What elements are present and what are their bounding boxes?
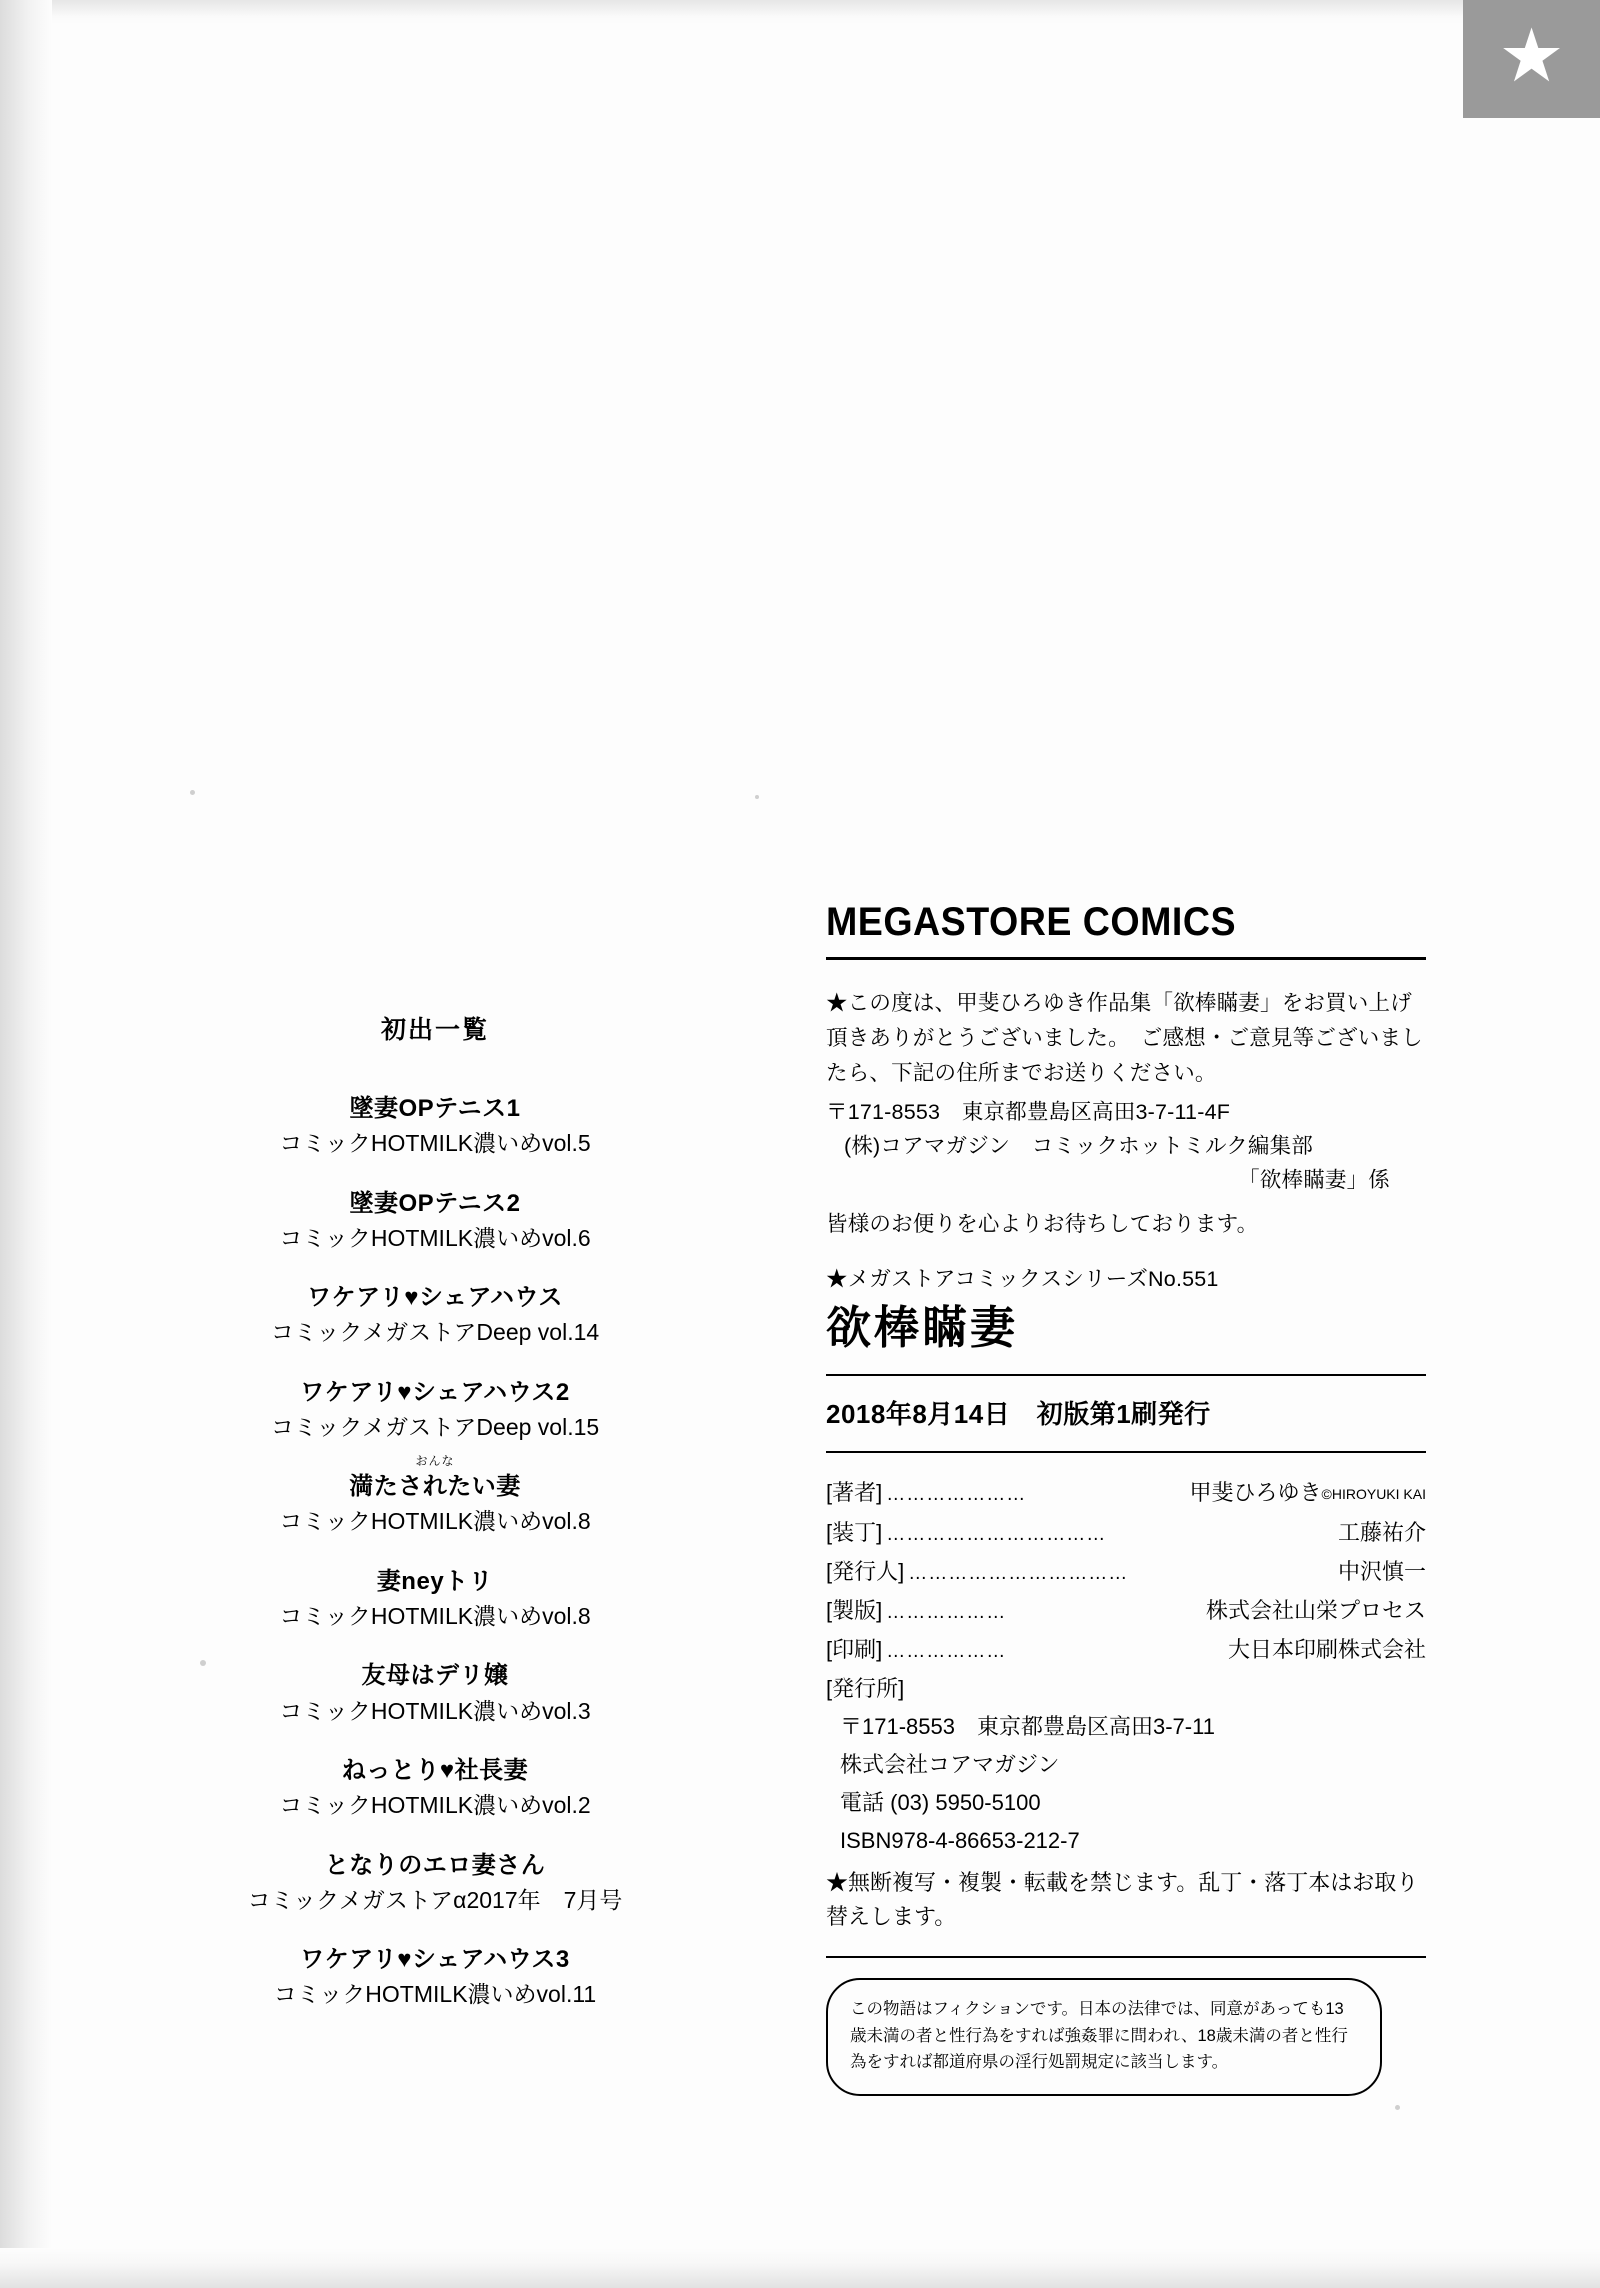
staff-name: 大日本印刷株式会社 <box>1227 1637 1426 1663</box>
staff-name: 中沢慎一 <box>1337 1558 1426 1584</box>
work-title: 友母はデリ嬢 <box>361 1662 509 1690</box>
closing-line: 皆様のお便りを心よりお待ちしております。 <box>826 1212 1259 1237</box>
publisher-phone: 電話 (03) 5950-5100 <box>840 1790 1041 1815</box>
book-title: 欲棒瞞妻 <box>826 1301 1019 1353</box>
list-item <box>180 1754 690 1823</box>
publisher-address-block <box>826 1708 1426 1859</box>
scan-edge-left <box>0 0 52 2288</box>
isbn: ISBN978-4-86653-212-7 <box>840 1827 1080 1853</box>
corner-star-tab <box>1463 0 1600 118</box>
list-item <box>180 1376 690 1445</box>
list-item <box>180 1092 690 1161</box>
ruby-group <box>349 1454 521 1504</box>
work-title: ねっとり♥社長妻 <box>341 1757 529 1785</box>
work-source: コミックHOTMILK濃いめvol.6 <box>279 1224 591 1251</box>
divider-under-date <box>826 1451 1426 1453</box>
list-item <box>180 1849 690 1918</box>
list-item <box>180 1943 690 2012</box>
disclaimer-box <box>826 1978 1382 2096</box>
publisher-address-line: 〒171-8553 東京都豊島区高田3-7-11 <box>840 1714 1215 1740</box>
staff-role: [装丁] <box>826 1519 883 1545</box>
scan-speck <box>190 790 195 795</box>
editor-address-line-2: (株)コアマガジン コミックホットミルク編集部 <box>844 1134 1314 1159</box>
ruby-annotation: おんな <box>415 1454 455 1469</box>
staff-credits-table <box>826 1473 1426 1708</box>
table-row <box>826 1513 1426 1552</box>
work-title: 妻neyトリ <box>376 1567 494 1595</box>
scan-speck <box>755 795 759 799</box>
copyright-warning: ★無断複写・複製・転載を禁じます。乱丁・落丁本はお取り替えします。 <box>826 1869 1419 1929</box>
copyright-note: ©HIROYUKI KAI <box>1321 1486 1426 1503</box>
scan-edge-bottom <box>0 2248 1600 2288</box>
work-title: となりのエロ妻さん <box>324 1851 546 1879</box>
leader-dots: …………………………… <box>908 1562 1129 1584</box>
work-source: コミックHOTMILK濃いめvol.2 <box>279 1792 591 1819</box>
work-source: コミックHOTMILK濃いめvol.8 <box>279 1508 591 1535</box>
star-icon: ★ <box>1498 14 1565 97</box>
divider-above-disclaimer <box>826 1956 1426 1958</box>
staff-name <box>1190 1473 1426 1512</box>
staff-name: 株式会社山栄プロセス <box>1205 1597 1426 1623</box>
staff-role: [著者] <box>826 1480 883 1506</box>
work-source: コミックメガストアDeep vol.14 <box>270 1319 600 1346</box>
work-title-text: 満たされたい妻 <box>349 1473 521 1501</box>
divider-heavy <box>826 957 1426 960</box>
staff-name-text: 甲斐ひろゆき <box>1189 1480 1322 1506</box>
scan-speck <box>1395 2105 1400 2110</box>
list-item <box>180 1659 690 1728</box>
list-item <box>180 1281 690 1350</box>
first-appearances-heading: 初出一覧 <box>380 1016 489 1044</box>
work-title: ワケアリ♥シェアハウス3 <box>300 1946 570 1974</box>
leader-dots: ………………… <box>886 1484 1027 1506</box>
table-row <box>826 1473 1426 1512</box>
staff-role: [印刷] <box>826 1637 883 1663</box>
leader-dots: …………………………… <box>886 1523 1107 1545</box>
staff-role: [発行所] <box>826 1676 905 1702</box>
staff-name: 工藤祐介 <box>1337 1519 1426 1545</box>
publisher-name: 株式会社コアマガジン <box>840 1752 1060 1778</box>
table-row <box>826 1630 1426 1669</box>
work-title <box>180 1454 690 1504</box>
thanks-paragraph: ★この度は、甲斐ひろゆき作品集「欲棒瞞妻」をお買い上げ頂きありがとうございました。 ご感想・ご意見等ございましたら、下記の住所までお送りください。 <box>826 991 1423 1085</box>
disclaimer-text: この物語はフィクションです。日本の法律では、同意があっても13歳未満の者と性行為をすれば強姦罪に問われ、18歳未満の者と性行為をすれば都道府県の淫行処罰規定に該当します。 <box>850 1999 1348 2072</box>
work-title: 墜妻OPテニス2 <box>349 1189 521 1217</box>
work-title: ワケアリ♥シェアハウス2 <box>300 1378 570 1406</box>
work-source: コミックHOTMILK濃いめvol.8 <box>279 1602 591 1629</box>
publication-date: 2018年8月14日 初版第1刷発行 <box>826 1399 1211 1430</box>
series-number: ★メガストアコミックスシリーズNo.551 <box>826 1266 1219 1291</box>
work-title: 墜妻OPテニス1 <box>349 1095 521 1122</box>
list-item <box>180 1565 690 1634</box>
scan-edge-top <box>0 0 1600 24</box>
table-row <box>826 1591 1426 1630</box>
staff-role: [発行人] <box>826 1558 905 1584</box>
list-item <box>180 1187 690 1256</box>
staff-role: [製版] <box>826 1597 883 1623</box>
colophon-section <box>826 900 1426 2096</box>
work-source: コミックメガストアDeep vol.15 <box>270 1413 600 1440</box>
editor-address-line-3: 「欲棒瞞妻」係 <box>1238 1167 1390 1192</box>
list-item <box>180 1454 690 1539</box>
work-source: コミックHOTMILK濃いめvol.5 <box>279 1130 591 1157</box>
divider-under-title <box>826 1374 1426 1376</box>
work-source: コミックHOTMILK濃いめvol.3 <box>279 1697 591 1724</box>
editor-address-line-1: 〒171-8553 東京都豊島区高田3-7-11-4F <box>826 1100 1231 1125</box>
work-source: コミックメガストアα2017年 7月号 <box>247 1886 623 1913</box>
table-row <box>826 1669 1426 1708</box>
table-row <box>826 1552 1426 1591</box>
work-source: コミックHOTMILK濃いめvol.11 <box>273 1981 597 2008</box>
publisher-brand: MEGASTORE COMICS <box>826 900 1237 944</box>
work-title: ワケアリ♥シェアハウス <box>307 1284 563 1312</box>
first-appearances-section <box>180 1010 690 2038</box>
leader-dots: ……………… <box>886 1601 1007 1623</box>
leader-dots: ……………… <box>886 1641 1007 1663</box>
